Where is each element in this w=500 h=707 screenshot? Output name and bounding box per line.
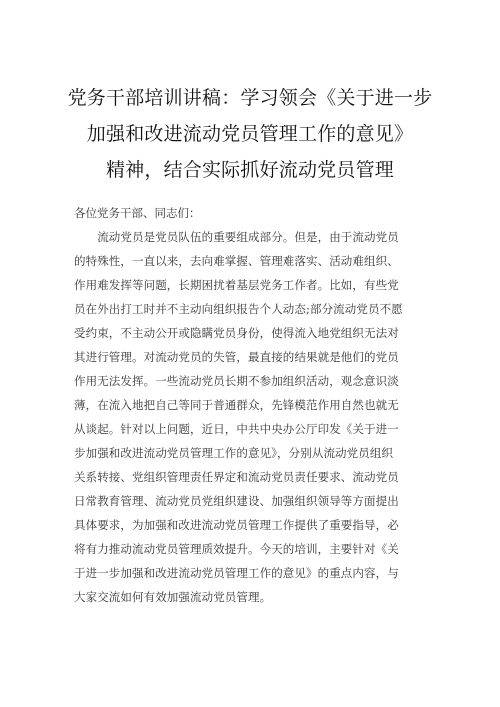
document-title-line-2: 加强和改进流动党员管理工作的意见》 (86, 123, 414, 145)
body-line: 从谈起。针对以上问题，近日，中共中央办公厅印发《关于进一 (74, 422, 399, 436)
body-line: 大家交流如何有效加强流动党员管理。 (74, 590, 272, 604)
body-line: 员在外出打工时并不主动向组织报告个人动态;部分流动党员不愿 (74, 302, 403, 316)
body-line: 薄，在流入地把自己等同于普通群众，先锋模范作用自然也就无 (74, 398, 399, 412)
body-line: 日常教育管理、流动党员党组织建设、加强组织领导等方面提出 (74, 494, 399, 508)
body-line: 具体要求，为加强和改进流动党员管理工作提供了重要指导，必 (74, 518, 399, 532)
body-line: 的特殊性，一直以来，去向难掌握、管理难落实、活动难组织、 (74, 254, 399, 268)
document-title-line-1: 党务干部培训讲稿：学习领会《关于进一步 (67, 87, 433, 109)
body-line: 关系转接、党组织管理责任界定和流动党员责任要求、流动党员 (74, 470, 399, 484)
body-line: 于进一步加强和改进流动党员管理工作的意见》的重点内容，与 (74, 566, 399, 580)
body-line: 其进行管理。对流动党员的失管，最直接的结果就是他们的党员 (74, 350, 399, 364)
body-line: 作用难发挥等问题，长期困扰着基层党务工作者。比如，有些党 (74, 278, 399, 292)
document-title-line-3: 精神，结合实际抓好流动党员管理 (105, 159, 394, 181)
body-line: 作用无法发挥。一些流动党员长期不参加组织活动，观念意识淡 (74, 374, 399, 388)
salutation: 各位党务干部、同志们： (74, 206, 201, 220)
body-line: 流动党员是党员队伍的重要组成部分。但是，由于流动党员 (74, 230, 399, 244)
body-line: 受约束，不主动公开或隐瞒党员身份，使得流入地党组织无法对 (74, 326, 399, 340)
body-line: 步加强和改进流动党员管理工作的意见》，分别从流动党员组织 (74, 446, 394, 460)
body-line: 将有力推动流动党员管理质效提升。今天的培训，主要针对《关 (74, 542, 399, 556)
